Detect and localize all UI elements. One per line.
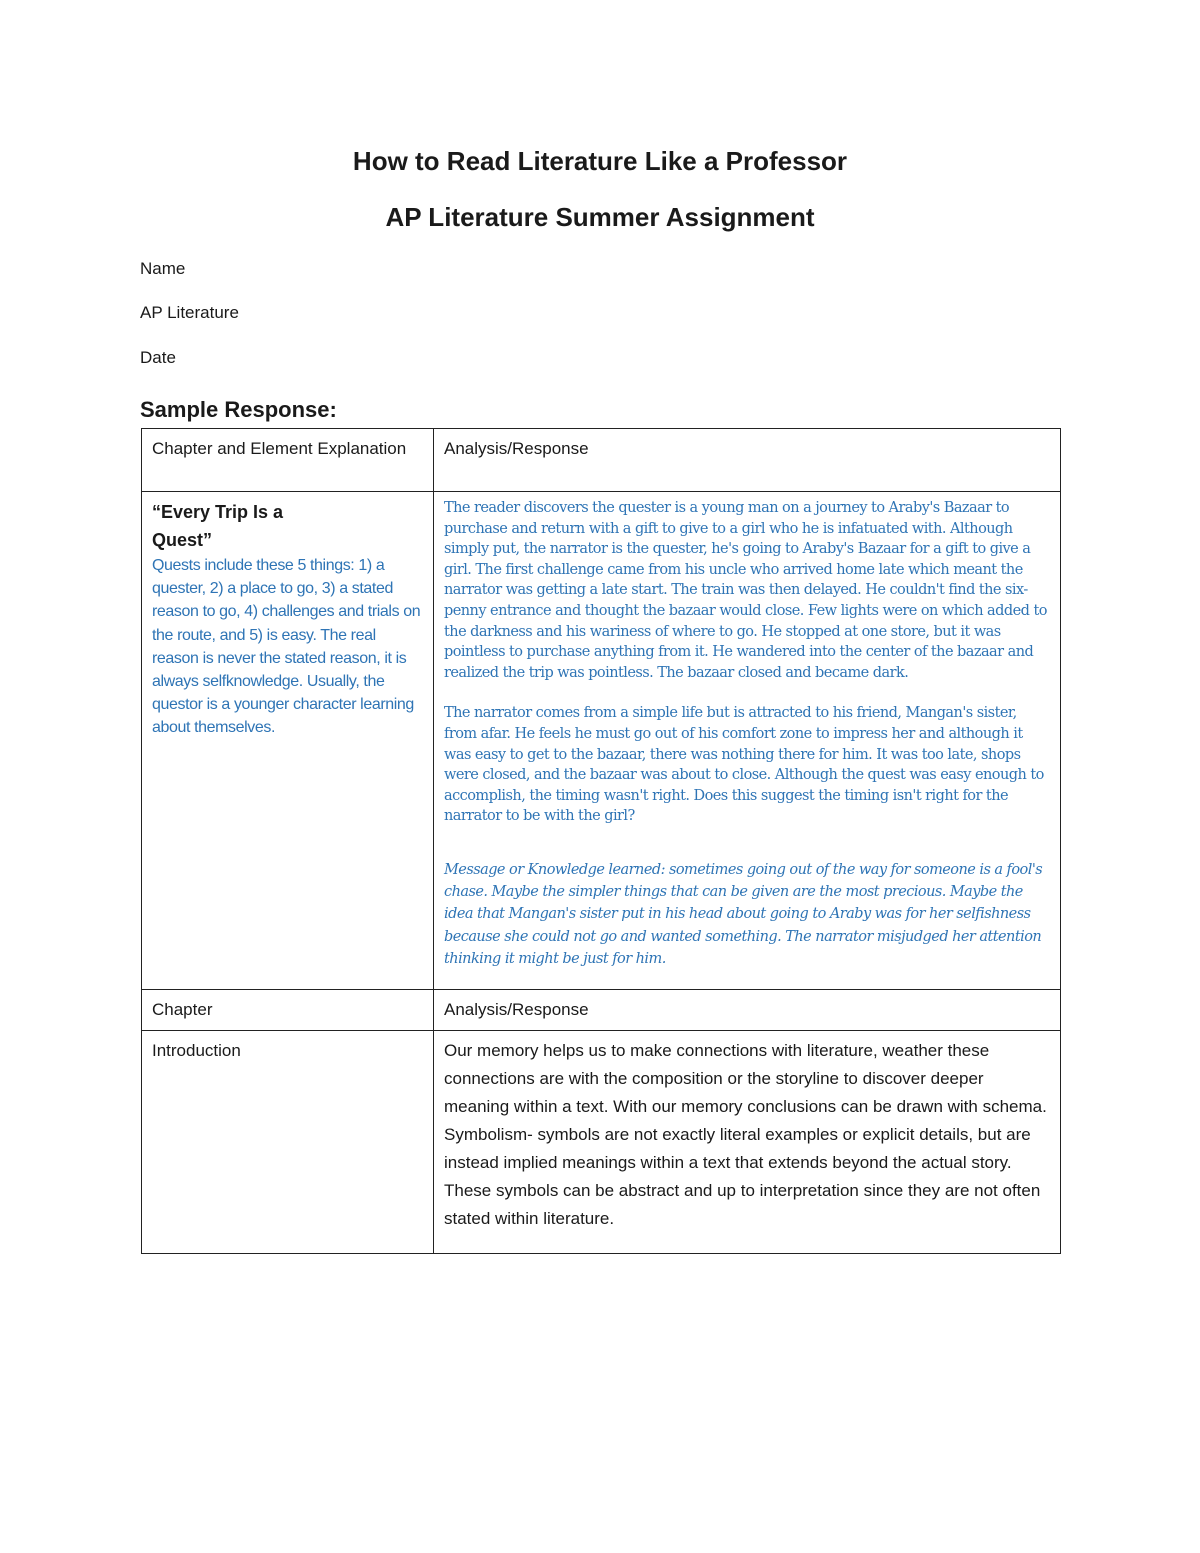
quest-response-cell (434, 492, 1061, 990)
table-header-row (142, 429, 1061, 492)
intro-response-cell (434, 1031, 1061, 1254)
table-subheader-row (142, 990, 1061, 1031)
document-subtitle: AP Literature Summer Assignment (385, 202, 815, 232)
quest-chapter-title: “Every Trip Is a Quest” (152, 502, 284, 550)
class-label: AP Literature (140, 303, 239, 322)
section-heading: Sample Response: (140, 397, 337, 422)
name-label: Name (140, 259, 186, 278)
table-row-introduction (142, 1031, 1061, 1254)
subheader-cell-chapter: Chapter (142, 990, 434, 1031)
quest-element-explanation: Quests include these 5 things: 1) a quester, 2) a place to go, 3) a stated reason to go, 4) challenges and trials on the route, and 5) is easy. The real reason is never the stated reason, it is always selfknowledge. Usually, the questor is a younger character learning about themselves. (152, 557, 421, 737)
table-row-quest (142, 492, 1061, 990)
intro-response-paragraph: Symbolism- symbols are not exactly literal examples or explicit details, but are instead implied meanings within a text that extends beyond the actual story. These symbols can be abstract and up to interpretation since they are not often stated within literature. (444, 1125, 1041, 1228)
quest-chapter-cell (142, 492, 434, 990)
intro-response-paragraph: Our memory helps us to make connections with literature, weather these connections are with the composition or the storyline to discover deeper meaning within a text. With our memory conclusions can be drawn with schema. (444, 1041, 1047, 1116)
document-title: How to Read Literature Like a Professor (352, 146, 848, 176)
response-table (141, 428, 1061, 1254)
subheader-cell-analysis: Analysis/Response (434, 990, 1061, 1031)
intro-chapter-cell: Introduction (142, 1031, 434, 1254)
header-cell-chapter-element: Chapter and Element Explanation (142, 429, 434, 492)
quest-response-paragraph: The narrator comes from a simple life but is attracted to his friend, Mangan's sister, from afar. He feels he must go out of his comfort zone to impress her and although it was easy to get to the bazaar, there was nothing there for him. It was too late, shops were closed, and the bazaar was about to close. Although the quest was easy enough to accomplish, the timing wasn't right. Does this suggest the timing isn't right for the narrator to be with the girl? (444, 705, 1044, 825)
quest-message-paragraph: Message or Knowledge learned: sometimes going out of the way for someone is a fool's chase. Maybe the simpler things that can be given are the most precious. Maybe the idea that Mangan's sister put in his head about going to Araby was for her selfishness because she could not go and wanted something. The narrator misjudged her attention thinking it might be just for him. (444, 861, 1043, 967)
header-cell-analysis: Analysis/Response (434, 429, 1061, 492)
quest-response-paragraph: The reader discovers the quester is a young man on a journey to Araby's Bazaar to purchase and return with a gift to give to a girl who he is infatuated with. Although simply put, the narrator is the quester, he's going to Araby's Bazaar for a gift to give a girl. The first challenge came from his uncle who arrived home late which meant the narrator was getting a late start. The train was then delayed. He couldn't find the six-penny entrance and thought the bazaar would close. Few lights were on which added to the darkness and his wariness of where to go. He stopped at one store, but it was pointless to purchase anything from it. He wandered into the center of the bazaar and realized the trip was pointless. The bazaar closed and became dark. (444, 500, 1047, 681)
date-label: Date (140, 348, 176, 367)
